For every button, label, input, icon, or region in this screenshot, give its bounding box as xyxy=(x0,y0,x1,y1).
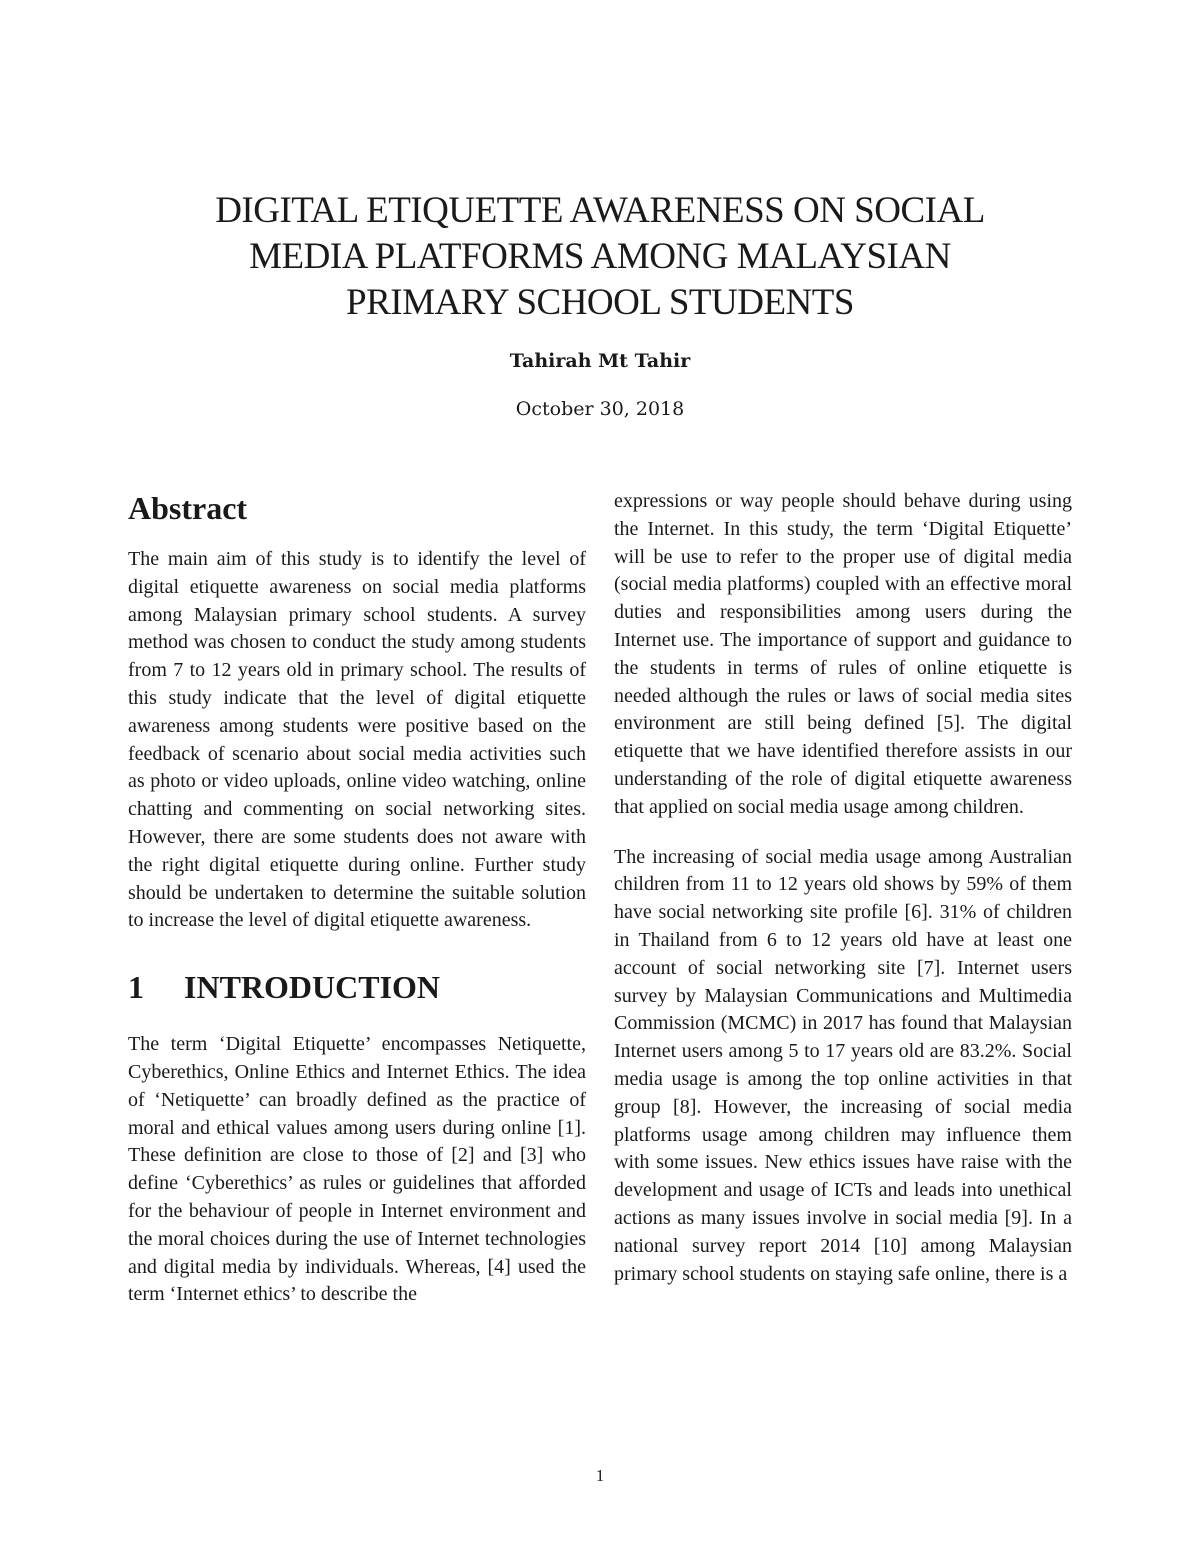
section-heading-introduction xyxy=(128,965,586,1009)
section-title: INTRODUCTION xyxy=(184,969,441,1006)
intro-paragraph-1-continued: expressions or way people should behave during using the Internet. In this study, the term ‘Digital Etiquette’ will be use to refer to the proper use of digital media (social media platforms) coupled with an effective moral duties and responsibilities among users during the Internet use. The importance of support and guidance to the students in terms of rules of online etiquette is needed although the rules or laws of social media sites environment are still being defined [5]. The digital etiquette that we have identified therefore assists in our understanding of the role of digital etiquette awareness that applied on social media usage among children. xyxy=(614,490,1072,818)
abstract-heading: Abstract xyxy=(128,490,248,526)
title-line: PRIMARY SCHOOL STUDENTS xyxy=(346,282,854,323)
intro-paragraph-2: The increasing of social media usage among Australian children from 11 to 12 years old shows by 59% of them have social networking site profile [6]. 31% of children in Thailand from 6 to 12 years old have at least one account of social networking site [7]. Internet users survey by Malaysian Communications and Multimedia Commission (MCMC) in 2017 has found that Malaysian Internet users among 5 to 17 years old are 83.2%. Social media usage is among the top online activities in that group [8]. However, the increasing of social media platforms usage among children may influence them with some issues. New ethics issues have raise with the development and usage of ICTs and leads into unethical actions as many issues involve in social media [9]. In a national survey report 2014 [10] among Malaysian primary school students on staying safe online, there is a xyxy=(614,845,1072,1285)
page-number: 1 xyxy=(595,1466,605,1485)
title-line: MEDIA PLATFORMS AMONG MALAYSIAN xyxy=(249,236,951,277)
paper-title xyxy=(100,188,1100,326)
right-column xyxy=(614,486,1072,1288)
section-number: 1 xyxy=(128,969,144,1006)
title-line: DIGITAL ETIQUETTE AWARENESS ON SOCIAL xyxy=(215,190,985,231)
abstract-text: The main aim of this study is to identify the level of digital etiquette awareness on social media platforms among Malaysian primary school students. A survey method was chosen to conduct the study among students from 7 to 12 years old in primary school. The results of this study indicate that the level of digital etiquette awareness among students were positive based on the feedback of scenario about social media activities such as photo or video uploads, online video watching, online chatting and commenting on social networking sites. However, there are some students does not aware with the right digital etiquette during online. Further study should be undertaken to determine the suitable solution to increase the level of digital etiquette awareness. xyxy=(128,548,586,932)
publication-date: October 30, 2018 xyxy=(515,398,685,420)
left-column xyxy=(128,486,586,1309)
intro-paragraph-1: The term ‘Digital Etiquette’ encompasses Netiquette, Cyberethics, Online Ethics and Internet Ethics. The idea of ‘Netiquette’ can broadly defined as the practice of moral and ethical values among users during online [1]. These definition are close to those of [2] and [3] who define ‘Cyberethics’ as rules or guidelines that afforded for the behaviour of people in Internet environment and the moral choices during the use of Internet technologies and digital media by individuals. Whereas, [4] used the term ‘Internet ethics’ to describe the xyxy=(128,1033,586,1306)
author-name: Tahirah Mt Tahir xyxy=(509,350,691,372)
